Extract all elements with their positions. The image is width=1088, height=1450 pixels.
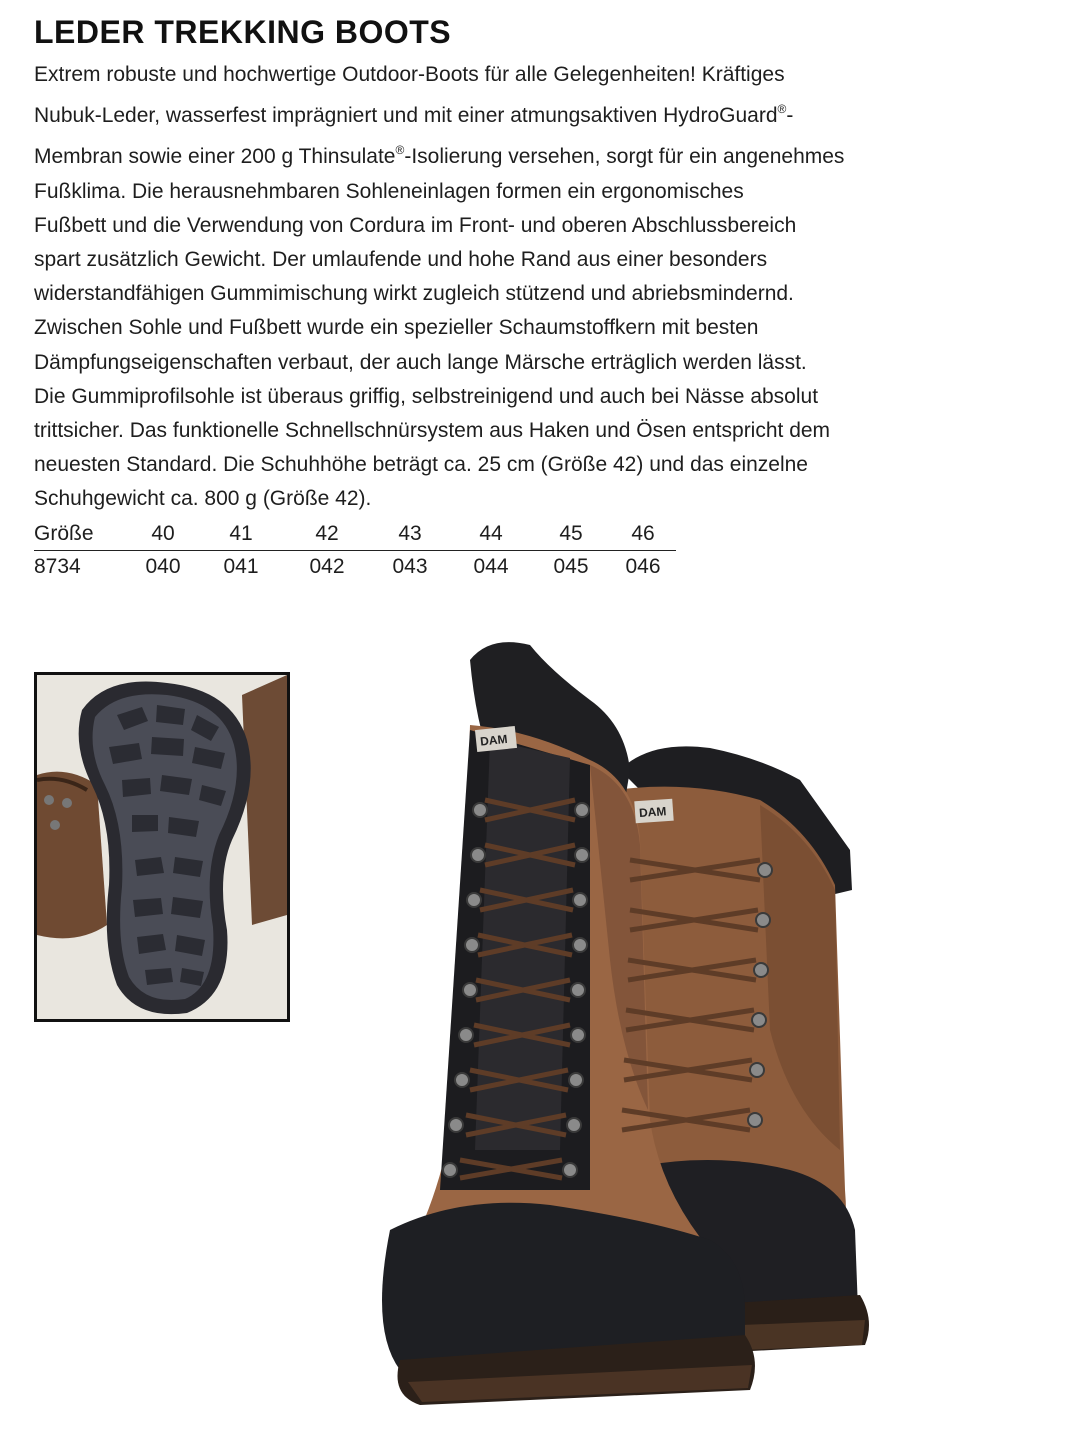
size-code-cell: 041 — [223, 555, 259, 578]
description-line — [34, 133, 1074, 174]
description-line — [34, 92, 1074, 133]
size-header-cell: 44 — [450, 518, 532, 551]
description-line: spart zusätzlich Gewicht. Der umlaufende und hohe Rand aus einer besonders — [34, 248, 768, 272]
size-code-cell: 044 — [473, 555, 509, 578]
boots-product-image — [290, 630, 910, 1410]
registered-mark: ® — [777, 102, 787, 117]
description-line: Fußklima. Die herausnehmbaren Sohleneinlagen formen ein ergonomisches — [34, 179, 744, 203]
description-line: trittsicher. Das funktionelle Schnellschnürsystem aus Haken und Ösen entspricht dem — [34, 419, 831, 443]
size-header-cell: 41 — [198, 518, 284, 551]
description-line: Extrem robuste und hochwertige Outdoor-Boots für alle Gelegenheiten! Kräftiges — [34, 63, 785, 86]
brand-tag-text: DAM — [479, 731, 509, 749]
size-table-header-row — [34, 518, 676, 551]
description-text: Membran sowie einer 200 g Thinsulate — [34, 145, 396, 169]
brand-tag-text: DAM — [638, 804, 667, 821]
description-line: Die Gummiprofilsohle ist überaus griffig, selbstreinigend und auch bei Nässe absolut — [34, 384, 819, 408]
description-line: Fußbett und die Verwendung von Cordura im Front- und oberen Abschlussbereich — [34, 213, 797, 237]
boots-illustration — [290, 630, 910, 1410]
description-text: -Isolierung versehen, sorgt für ein angenehmes — [404, 145, 845, 169]
size-table-row — [34, 551, 676, 584]
description-line: Dämpfungseigenschaften verbaut, der auch lange Märsche erträglich werden lässt. — [34, 350, 807, 374]
description-text: - — [786, 104, 794, 128]
description-line: Schuhgewicht ca. 800 g (Größe 42). — [34, 487, 372, 511]
description-text: Nubuk-Leder, wasserfest imprägniert und mit einer atmungsaktiven HydroGuard — [34, 104, 778, 128]
page-title: LEDER TREKKING BOOTS — [34, 14, 452, 50]
product-description — [34, 58, 1074, 517]
size-table — [34, 518, 676, 583]
size-code-cell: 043 — [392, 555, 428, 578]
description-line: neuesten Standard. Die Schuhhöhe beträgt ca. 25 cm (Größe 42) und das einzelne — [34, 453, 808, 477]
description-line: Zwischen Sohle und Fußbett wurde ein spezieller Schaumstoffkern mit besten — [34, 316, 759, 340]
description-line: widerstandfähigen Gummimischung wirkt zugleich stützend und abriebsmindernd. — [34, 282, 794, 306]
registered-mark: ® — [395, 143, 405, 158]
size-header-cell: 45 — [532, 518, 610, 551]
size-header-cell: 40 — [128, 518, 198, 551]
size-code-cell: 046 — [625, 555, 661, 578]
size-header-cell: 46 — [610, 518, 676, 551]
sole-illustration — [37, 675, 287, 1019]
size-code-cell: 040 — [145, 555, 181, 578]
article-number-cell: 8734 — [34, 555, 81, 578]
size-header-cell: Größe — [34, 518, 128, 551]
size-header-cell: 43 — [370, 518, 450, 551]
size-code-cell: 045 — [553, 555, 589, 578]
size-header-cell: 42 — [284, 518, 370, 551]
sole-detail-image — [34, 672, 290, 1022]
size-code-cell: 042 — [309, 555, 345, 578]
